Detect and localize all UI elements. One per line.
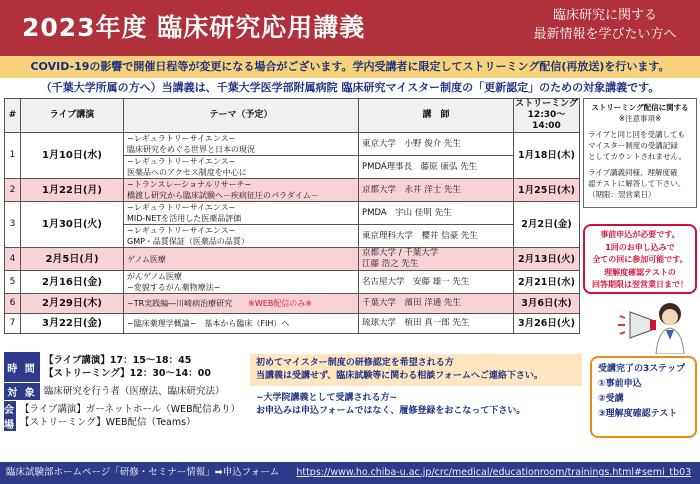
- graduate-note-line1: ~大学院講義として受講される方~: [256, 393, 398, 403]
- theme-line: ~レギュラトリーサイエンス~: [127, 203, 236, 212]
- meister-note-line1: 初めてマイスター制度の研修認定を希望される方: [256, 358, 454, 368]
- footer-text: 臨床試験部ホームページ「研修・セミナー情報」➡申込フォーム: [6, 467, 280, 478]
- streaming-notes-box: [583, 98, 697, 208]
- row-no: 3: [5, 202, 21, 248]
- row-date: 2月5日(月): [21, 248, 124, 271]
- time-stream: 【ストリーミング】12：30～14：00: [44, 368, 211, 379]
- page-title: 2023年度 臨床研究応用講義: [22, 13, 366, 42]
- row-theme: [124, 156, 359, 179]
- theme-line: ~臨床薬理学概論~ 基本から臨床（FIH）へ: [127, 319, 290, 328]
- row-stream-date: 2月21日(水): [514, 271, 580, 294]
- header-subtitle-line1: 臨床研究に関する: [552, 8, 657, 23]
- theme-line: ゲノム医療: [127, 254, 166, 264]
- row-theme: [124, 225, 359, 248]
- header-subtitle-line2: 最新情報を学びたい方へ: [533, 27, 677, 42]
- col-header-stream: [514, 99, 580, 133]
- row-no: 5: [5, 271, 21, 294]
- footer-url-link[interactable]: https://www.ho.chiba-u.ac.jp/crc/medical/educationroom/trainings.html#semi_tb03: [296, 467, 692, 478]
- row-no: 2: [5, 179, 21, 202]
- info-row-venue: [4, 401, 244, 432]
- table-row: [5, 314, 580, 334]
- row-theme: [124, 133, 359, 156]
- row-lecturer: [359, 179, 514, 202]
- row-theme: [124, 179, 359, 202]
- row-no: 4: [5, 248, 21, 271]
- theme-line: 橋渡し研究から臨床試験へ－疾病征圧のパラダイム－: [127, 191, 319, 200]
- info-value-target: [40, 383, 244, 400]
- registration-callout: [583, 224, 697, 294]
- info-label-target: 対 象: [4, 383, 40, 400]
- lecturer-line: 千葉大学 濱田 洋通 先生: [362, 298, 461, 308]
- streaming-notes-sub: ※注意事項※: [618, 114, 662, 123]
- theme-line: MID-NETを活用した医薬品評価: [127, 214, 242, 223]
- row-lecturer: [359, 248, 514, 271]
- row-date: 1月22日(月): [21, 179, 124, 202]
- table-row: [5, 271, 580, 294]
- info-row-time: [4, 352, 244, 383]
- row-lecturer: [359, 225, 514, 248]
- row-theme: [124, 271, 359, 294]
- row-stream-date: 3月6日(水): [514, 294, 580, 314]
- table-header-row: [5, 99, 580, 133]
- lecturer-line: 琉球大学 植田 真一郎 先生: [362, 318, 470, 328]
- registration-line: 回答期限は翌営業日まで！: [592, 280, 688, 289]
- venue-stream: 【ストリーミング】WEB配信（Teams）: [20, 417, 196, 428]
- lecturer-line: 京都大学 / 千葉大学: [362, 248, 439, 258]
- theme-line: GMP・品質保証（医薬品の品質）: [127, 237, 249, 246]
- row-lecturer: [359, 133, 514, 156]
- theme-text: ~TR実践編―川崎病治療研究: [127, 299, 233, 308]
- row-stream-date: 1月18日(木): [514, 133, 580, 179]
- lecturer-line: PMDA 宇山 佳明 先生: [362, 207, 452, 218]
- theme-line: 医薬品へのアクセス制度を中心に: [127, 168, 247, 177]
- row-no: 1: [5, 133, 21, 179]
- streaming-notes: [583, 98, 697, 208]
- row-lecturer: [359, 202, 514, 225]
- row-theme: [124, 248, 359, 271]
- row-stream-date: 1月25日(木): [514, 179, 580, 202]
- theme-line: ~レギュラトリーサイエンス~: [127, 134, 236, 143]
- renewal-note: （千葉大学所属の方へ）当講義は、千葉大学医学部附属病院 臨床研究マイスター制度の「更新認定」のための対象講義です。: [40, 81, 660, 94]
- row-no: 7: [5, 314, 21, 334]
- streaming-notes-title: ストリーミング配信に関する: [591, 103, 689, 112]
- meister-note-line2: 当講義は受講せず、臨床試験等に関わる相談フォームへご連絡下さい。: [256, 371, 543, 381]
- lecturer-line: 名古屋大学 安藤 雄一 先生: [362, 276, 470, 287]
- header-subtitle: [514, 6, 696, 44]
- table-row: [5, 248, 580, 271]
- row-date: 3月22日(金): [21, 314, 124, 334]
- covid-notice: COVID-19の影響で開催日程等が変更になる場合がございます。学内受講者に限定してストリーミング配信(再放送)を行います。: [0, 56, 700, 78]
- theme-line: ~変貌するがん薬物療法~: [127, 283, 221, 292]
- row-date: 2月16日(金): [21, 271, 124, 294]
- theme-line: ~レギュラトリーサイエンス~: [127, 157, 236, 166]
- col-header-live: ライブ講演: [21, 99, 124, 133]
- col-header-lecturer: 講 師: [359, 99, 514, 133]
- header-banner: [0, 0, 700, 56]
- lecturer-line: 江藤 浩之 先生: [362, 259, 419, 269]
- step-item: ①事前申込: [598, 379, 642, 389]
- table-row: [5, 294, 580, 314]
- row-lecturer: [359, 294, 514, 314]
- col-header-theme: テーマ（予定）: [124, 99, 359, 133]
- row-date: 2月29日(木): [21, 294, 124, 314]
- row-theme: [124, 202, 359, 225]
- table-row: [5, 179, 580, 202]
- lecturer-line: 京都大学 永井 洋士 先生: [362, 184, 461, 195]
- venue-live: 【ライブ講演】ガーネットホール（WEB配信あり）: [20, 404, 241, 415]
- lecturer-line: 東京理科大学 櫻井 信豪 先生: [362, 230, 478, 241]
- step-item: ③理解度確認テスト: [598, 409, 678, 419]
- info-value-venue: [16, 401, 244, 431]
- row-theme: [124, 314, 359, 334]
- lecturer-line: 東京大学 小野 俊介 先生: [362, 138, 461, 149]
- three-steps-box: [590, 356, 697, 438]
- row-lecturer: [359, 271, 514, 294]
- row-date: 1月30日(火): [21, 202, 124, 248]
- row-no: 6: [5, 294, 21, 314]
- meister-note: [250, 354, 582, 386]
- step-item: ②受講: [598, 394, 624, 404]
- streaming-note-text: としてカウントされません。: [588, 152, 686, 161]
- col-header-stream-time: 12:30～14:00: [527, 110, 566, 131]
- streaming-note-text: 認テストに解答して下さい。: [588, 179, 686, 188]
- row-stream-date: 3月26日(火): [514, 314, 580, 334]
- lecturer-line: PMDA理事長 藤原 康弘 先生: [362, 161, 478, 172]
- row-stream-date: 2月13日(火): [514, 248, 580, 271]
- streaming-note-text: （期限：翌営業日）: [588, 190, 656, 199]
- theme-line: ~トランスレーショナルリサーチ~: [127, 180, 252, 189]
- streaming-note-text: マイスター制度の受講記録: [588, 141, 678, 150]
- registration-line: 事前申込が必要です。: [600, 230, 680, 239]
- info-row-target: [4, 383, 244, 401]
- time-live: 【ライブ講演】17：15～18：45: [44, 355, 192, 366]
- streaming-note-text: ライブと同じ回を受講しても: [588, 130, 686, 139]
- table-row: [5, 133, 580, 156]
- schedule-table: [4, 98, 580, 334]
- info-label-venue: 会 場: [4, 401, 16, 431]
- row-lecturer: [359, 314, 514, 334]
- registration-line: 全ての回に参加可能です。: [592, 255, 688, 264]
- event-info: [4, 352, 244, 432]
- info-value-time: [40, 352, 244, 382]
- notes: [250, 354, 582, 420]
- row-lecturer: [359, 156, 514, 179]
- graduate-note: [250, 390, 582, 420]
- col-header-no: #: [5, 99, 21, 133]
- web-only-note: ※WEB配信のみ※: [248, 299, 313, 308]
- theme-line: [127, 298, 355, 309]
- theme-line: ~レギュラトリーサイエンス~: [127, 226, 236, 235]
- row-theme: [124, 294, 359, 314]
- registration-line: 理解度確認テストの: [604, 267, 676, 277]
- streaming-note-text: ライブ講義同様、理解度確: [588, 168, 678, 177]
- steps-title: 受講完了の3ステップ: [598, 364, 686, 374]
- row-stream-date: 2月2日(金): [514, 202, 580, 248]
- registration-line: 1回のお申し込みで: [605, 242, 675, 252]
- theme-line: 臨床研究をめぐる世界と日本の現況: [127, 145, 255, 154]
- megaphone-person-illustration: [612, 296, 696, 354]
- table-row: [5, 202, 580, 225]
- graduate-note-line2: お申込みは申込フォームではなく、履修登録をおこなって下さい。: [256, 406, 526, 416]
- target-text: 臨床研究を行う者（医療法、臨床研究法）: [44, 386, 225, 397]
- footer-bar: [0, 462, 700, 484]
- info-label-time: 時 間: [4, 352, 40, 382]
- col-header-stream-label: ストリーミング: [515, 99, 578, 109]
- row-date: 1月10日(水): [21, 133, 124, 179]
- theme-line: がんゲノム医療: [127, 272, 182, 281]
